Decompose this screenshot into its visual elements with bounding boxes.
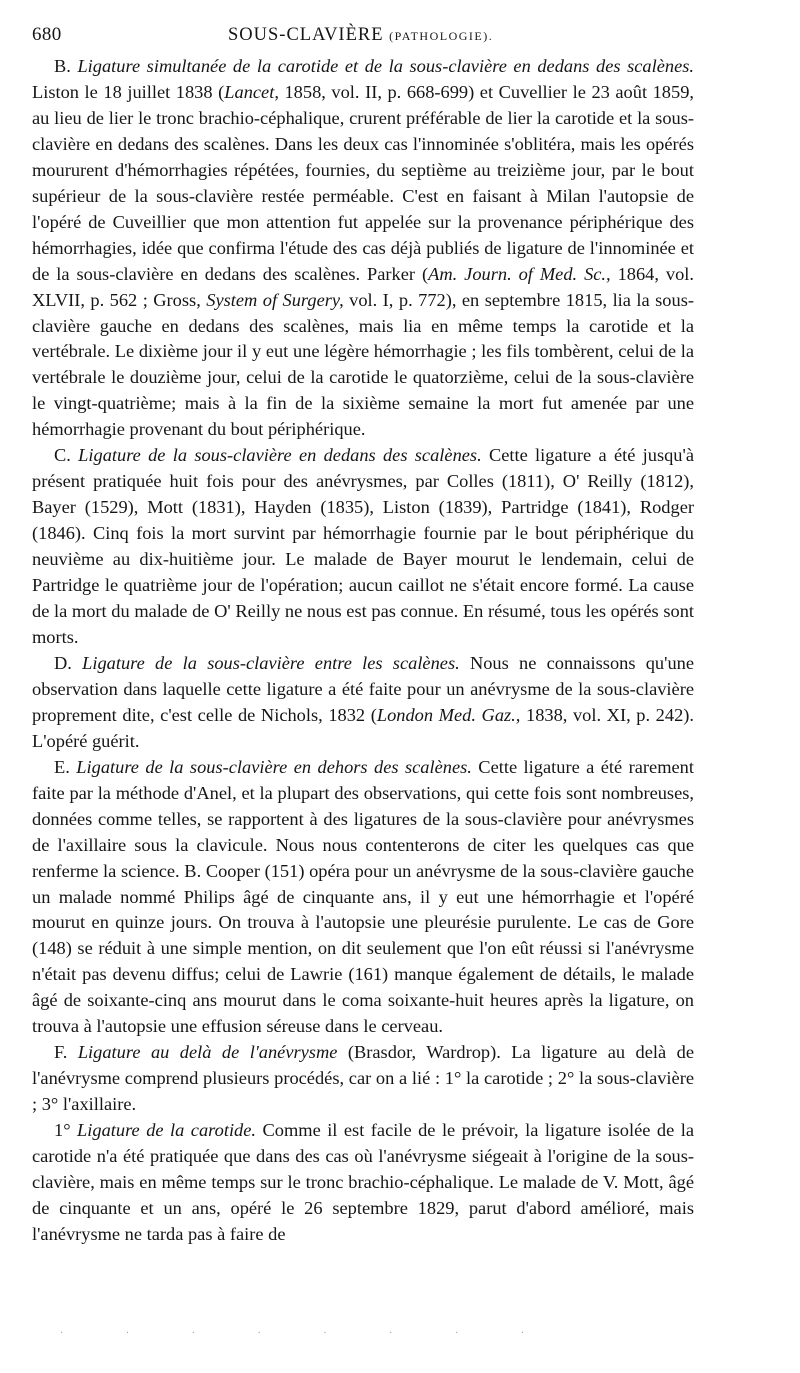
section-lead-b: B. <box>54 56 71 76</box>
scan-artifact-marks: · · · · · · · · <box>60 1328 555 1339</box>
citation-journal: Lancet, <box>224 81 279 102</box>
section-heading-e: Ligature de la sous-clavière en dehors des scalènes. <box>76 756 472 777</box>
running-title-sub: (PATHOLOGIE). <box>389 29 494 43</box>
paragraph-f <box>32 1040 694 1118</box>
running-title-main: SOUS-CLAVIÈRE <box>228 25 384 45</box>
paragraph-text: vol. I, p. 772), en septembre 1815, lia la sous-clavière gauche en dedans des scalènes, mais lia en même temps la carotide et la vertébrale. Le dixième jour il y eut une légère hémorrhagie ; les fils tombèrent, celui de la vertébrale le douzième jour, celui de la carotide le quatorzième, celui de la sous-clavière le vingt-quatrième; mais à la fin de la sixième semaine la mort fut amenée par une hémorrhagie provenant du bout périphérique. <box>32 289 694 440</box>
section-lead-f: F. <box>54 1042 68 1063</box>
paragraph-text: 1838, vol. XI, p. 242). L'opéré guérit. <box>32 704 694 751</box>
section-heading-b: Ligature simultanée de la carotide et de la sous-clavière en dedans des scalènes. <box>77 56 694 76</box>
section-lead-d: D. <box>54 652 72 673</box>
paragraph-d <box>32 651 694 755</box>
running-head <box>32 22 694 48</box>
section-lead-e: E. <box>54 756 70 777</box>
body-text <box>32 54 694 1248</box>
section-heading-c: Ligature de la sous-clavière en dedans des scalènes. <box>78 445 482 466</box>
paragraph-text: Comme il est facile de le prévoir, la ligature isolée de la carotide n'a été pratiquée que dans des cas où l'anévrysme siégeait à l'origine de la sous-clavière, mais en même temps sur le tronc brachio-céphalique. Le malade de V. Mott, âgé de cinquante et un ans, opéré le 26 septembre 1829, parut d'abord amélioré, mais l'anévrysme ne tarda pas à faire de <box>32 1120 695 1244</box>
citation-book: System of Surgery, <box>206 289 344 310</box>
paragraph-text: 1864, vol. XLVII, p. 562 ; Gross, <box>32 263 694 310</box>
paragraph-text: Nous ne connaissons qu'une observation dans laquelle cette ligature a été faite pour un anévrysme de la sous-clavière proprement dite, c'est celle de Nichols, 1832 ( <box>32 652 694 725</box>
citation-journal: London Med. Gaz., <box>376 704 521 725</box>
paragraph-c <box>32 443 694 651</box>
book-page <box>32 22 694 1248</box>
section-lead-f1: 1° <box>54 1120 71 1141</box>
section-heading-f1: Ligature de la carotide. <box>77 1120 257 1141</box>
paragraph-f1 <box>32 1118 694 1248</box>
paragraph-text: Cette ligature a été rarement faite par la méthode d'Anel, et la plupart des observations, qui cette fois sont nombreuses, données comme telles, se rapportent à des ligatures de la sous-clavière pour anévrysmes de l'axillaire sous la clavicule. Nous nous contenterons de citer les quelques cas que renferme la science. B. Cooper (151) opéra pour un anévrysme de la sous-clavière gauche un malade nommé Philips âgé de cinquante ans, il y eut une hémorrhagie et l'opéré mourut en quinze jours. On trouva à l'autopsie une pleurésie purulente. Le cas de Gore (148) se réduit à une simple mention, on dit seulement que l'on eût réussi si l'anévrysme n'était pas devenu diffus; celui de Lawrie (161) manque également de détails, le malade âgé de soixante-cinq ans mourut dans le coma soixante-huit heures après la ligature, on trouva à l'autopsie une effusion séreuse dans le cerveau. <box>32 756 694 1037</box>
section-lead-c: C. <box>54 445 71 466</box>
running-title <box>228 22 493 49</box>
paragraph-text: 1858, vol. II, p. 668-699) et Cuvellier le 23 août 1859, au lieu de lier le tronc brachio-céphalique, crurent préférable de lier la carotide et la sous-clavière en dedans des scalènes. Dans les deux cas l'innominée s'oblitéra, mais les opérés moururent d'hémorrhagies répétées, fournies, du septième au treizième jour, par le bout supérieur de la sous-clavière restée perméable. C'est en faisant à Milan l'autopsie de l'opéré de Cuveillier que mon attention fut appelée sur la provenance périphérique des hémorrhagies, idée que confirma l'étude des cas déjà publiés de ligature de l'innominée et de la sous-clavière en dedans des scalènes. Parker ( <box>32 81 694 284</box>
paragraph-text: Cette ligature a été jusqu'à présent pratiquée huit fois pour des anévrysmes, par Colles (1811), O' Reilly (1812), Bayer (1529), Mott (1831), Hayden (1835), Liston (1839), Partridge (1841), Rodger (1846). Cinq fois la mort survint par hémorrhagie fournie par le bout périphérique du neuvième au dix-huitième jour. Le malade de Bayer mourut le lendemain, celui de Partridge le quatrième jour de l'opération; aucun caillot ne s'était encore formé. La cause de la mort du malade de O' Reilly ne nous est pas connue. En résumé, tous les opérés sont morts. <box>32 445 694 647</box>
paragraph-text: (Brasdor, Wardrop). La ligature au delà de l'anévrysme comprend plusieurs procédés, car on a lié : 1° la carotide ; 2° la sous-clavière ; 3° l'axillaire. <box>32 1042 695 1115</box>
paragraph-e <box>32 755 694 1040</box>
section-heading-d: Ligature de la sous-clavière entre les scalènes. <box>82 652 460 673</box>
citation-journal: Am. Journ. of Med. Sc., <box>428 263 611 284</box>
paragraph-b <box>32 54 694 443</box>
paragraph-text: Liston le 18 juillet 1838 ( <box>32 81 225 102</box>
section-heading-f: Ligature au delà de l'anévrysme <box>77 1042 338 1063</box>
page-number: 680 <box>32 24 62 45</box>
